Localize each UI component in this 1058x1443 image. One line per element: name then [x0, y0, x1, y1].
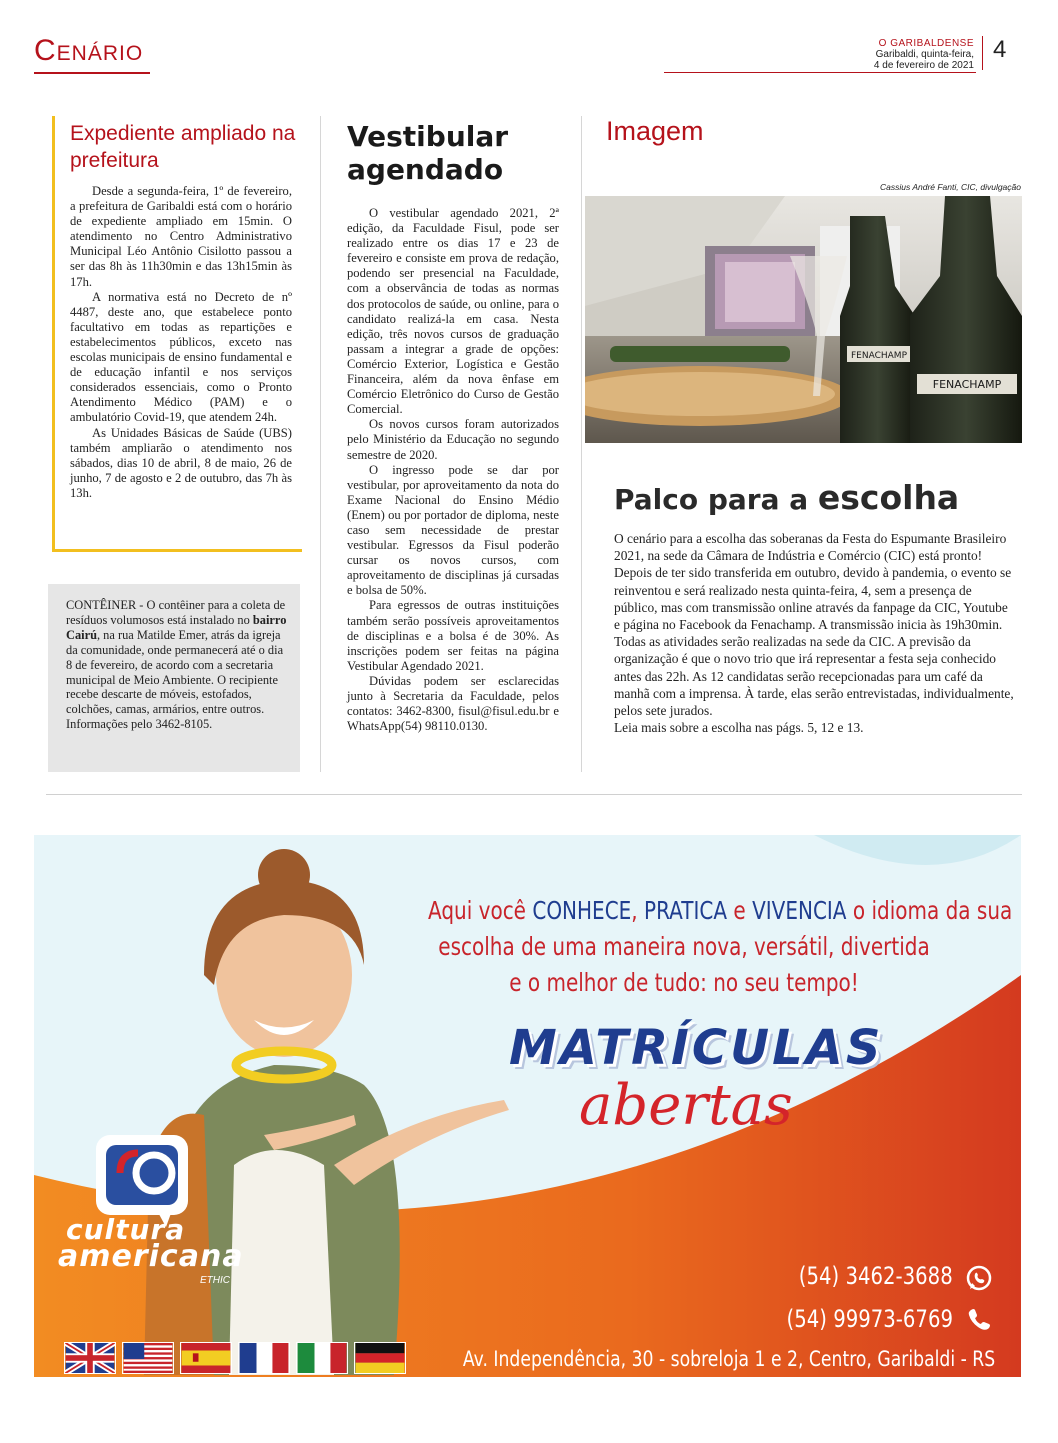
italy-flag	[296, 1342, 348, 1374]
paper-info	[874, 38, 974, 71]
vestibular-article	[347, 206, 559, 734]
imagem-headline: Imagem	[606, 116, 704, 146]
article-paragraph: As Unidades Básicas de Saúde (UBS) também ampliarão o atendimento nos sábados, dias 10 de abril, 8 de maio, 26 de junho, 7 de agosto e 2 de outubro, das 7h às 13h.	[70, 425, 292, 500]
article-paragraph: Dúvidas podem ser esclarecidas junto à Secretaria da Faculdade, pelos contatos: 3462-8300, fisul@fisul.edu.br e WhatsApp(54) 98110.0130.	[347, 673, 559, 734]
header-rule-right	[664, 72, 976, 73]
bottle-label-back: FENACHAMP	[851, 351, 907, 361]
whatsapp-icon	[965, 1264, 993, 1292]
article-paragraph: O ingresso pode se dar por vestibular, por aproveitamento da nota do Exame Nacional do Ensino Médio (Enem) ou por portador de diploma, neste caso sem necessidade de prestar vestibular. Egressos da Fisul poderão cursar os novos cursos, com aproveitamento de disciplinas já cursadas e bolsa de 50%.	[347, 462, 559, 598]
ad-headline-line-1	[428, 893, 1013, 929]
column-divider	[581, 116, 582, 772]
brand-name-line-1: cultura	[66, 1213, 186, 1246]
brand-name-line-2: americana	[58, 1239, 244, 1274]
article-paragraph: A normativa está no Decreto de nº 4487, deste ano, que estabelece ponto facultativo em todas as repartições e estabelecimentos públicos, exceto nas escolas municipais de ensino fundamental e de educação infantil e nos serviços considerados essenciais, como o Pronto Atendimento Médico (PAM) e o ambulatório Covid-19, que atendem 24h.	[70, 289, 292, 425]
ad-headline-keyword: VIVENCIA	[752, 896, 847, 925]
expediente-article	[70, 184, 292, 501]
ad-headline-keyword: PRATICA	[644, 896, 728, 925]
ad-headline-line-2: escolha de uma maneira nova, versátil, divertida	[438, 932, 930, 961]
container-note-info: Informações pelo 3462-8105.	[66, 717, 213, 732]
container-note-bold: bairro Cairú	[66, 612, 287, 642]
dateline-1: Garibaldi, quinta-feira,	[875, 49, 974, 60]
container-note-box	[48, 584, 300, 772]
container-note-text: CONTÊINER - O contêiner para a coleta de resíduos volumosos está instalado no	[66, 598, 286, 627]
dateline-2: 4 de fevereiro de 2021	[873, 60, 974, 71]
header-rule	[34, 72, 150, 74]
photo-credit: Cassius André Fanti, CIC, divulgação	[880, 182, 1021, 192]
phone-whatsapp: (54) 3462-3688	[799, 1262, 953, 1290]
palco-headline-small: Palco para a	[614, 483, 818, 516]
bottle-label-front: FENACHAMP	[932, 378, 1002, 391]
expediente-headline: Expediente ampliado na prefeitura	[70, 122, 296, 172]
ad-headline-text: ,	[631, 896, 645, 925]
france-flag	[238, 1342, 290, 1374]
palco-headline-big: escolha	[817, 478, 960, 517]
article-paragraph: Leia mais sobre a escolha nas págs. 5, 12 e 13.	[614, 720, 864, 736]
vestibular-headline: Vestibular agendado	[347, 120, 509, 186]
ad-address: Av. Independência, 30 - sobreloja 1 e 2, Centro, Garibaldi - RS	[462, 1347, 995, 1371]
column1-accent-border	[52, 116, 55, 552]
page-number-separator	[982, 36, 983, 70]
palco-headline	[614, 478, 959, 517]
germany-flag	[354, 1342, 406, 1374]
usa-flag	[122, 1342, 174, 1374]
palco-article	[614, 530, 1014, 736]
container-note-text-2: , na rua Matilde Emer, atrás da igreja da comunidade, onde permanecerá até o dia 8 de fevereiro, de acordo com a secretaria municipal de Meio Ambiente. O recipiente recebe descarte de móveis, estofados, colchões, camas, armários, entre outros.	[66, 627, 284, 717]
ad-headline-keyword: CONHECE	[532, 896, 632, 925]
uk-flag	[64, 1342, 116, 1374]
ad-headline-text: Aqui você	[428, 896, 533, 925]
article-paragraph: O vestibular agendado 2021, 2ª edição, da Faculdade Fisul, pode ser realizado entre os dias 17 e 23 de fevereiro e consiste em prova de redação, podendo ser presencial na Faculdade, com a observância de todas as normas dos protocolos de saúde, ou online, para o candidato realizá-la em casa. Nesta edição, três novos cursos de graduação passam a integrar a grade de opções: Comércio Exterior, Logística e Gestão Financeira, além da nova ênfase em Comércio Eletrônico do Curso de Gestão Comercial.	[347, 206, 559, 417]
page-number: 4	[993, 36, 1007, 63]
phone-mobile: (54) 99973-6769	[786, 1305, 953, 1333]
cultura-americana-ad	[34, 835, 1021, 1377]
article-paragraph: O cenário para a escolha das soberanas da Festa do Espumante Brasileiro 2021, na sede da Câmara de Indústria e Comércio (CIC) está pronto! Depois de ter sido transferida em outubro, devido à pandemia, o evento se reinventou e será realizado nesta quinta-feira, 4, sem a presença de público, mas com transmissão online através da fanpage da CIC, Youtube e página no Facebook da Fenachamp. A transmissão inicia às 19h30min. Todas as atividades serão realizadas na sede da CIC. A previsão da organização é que o novo trio que irá representar a festa seja conhecido antes das 22h. As 12 candidatas serão recepcionadas para um café da manhã com a imprensa. À tarde, elas serão entrevistadas, individualmente, pelos sete jurados.	[614, 531, 1014, 719]
ad-headline-line-3: e o melhor de tudo: no seu tempo!	[509, 968, 859, 997]
article-paragraph: Os novos cursos foram autorizados pelo Ministério da Educação no segundo semestre de 2020.	[347, 417, 559, 462]
matriculas-title: MATRÍCULAS	[509, 1020, 884, 1076]
section-title: Cenário	[34, 34, 144, 67]
abertas-script: abertas	[579, 1073, 793, 1138]
column1-accent-bottom	[52, 549, 302, 552]
article-paragraph: Para egressos de outras instituições também serão possíveis aproveitamentos de disciplinas e a bolsa é de 30%. As inscrições podem ser feitas na página Vestibular Agendado 2021.	[347, 598, 559, 673]
ad-headline-text: o idioma da sua	[846, 896, 1013, 925]
ad-headline	[428, 893, 1013, 1001]
section-bottom-rule	[46, 794, 1022, 795]
fenachamp-stage-photo	[585, 196, 1022, 443]
phone-icon	[965, 1306, 993, 1334]
article-paragraph: Desde a segunda-feira, 1º de fevereiro, a prefeitura de Garibaldi está com o horário de expediente ampliado em 15min. O atendimento no Centro Administrativo Municipal Léo Antônio Cisilotto passou a ser das 8h às 11h30min e das 13h15min às 17h.	[70, 184, 292, 289]
spain-flag	[180, 1342, 232, 1374]
brand-ethic: ETHIC	[200, 1275, 230, 1286]
column-divider	[320, 116, 321, 772]
newspaper-name: O GARIBALDENSE	[878, 38, 974, 49]
ad-headline-text: e	[727, 896, 753, 925]
